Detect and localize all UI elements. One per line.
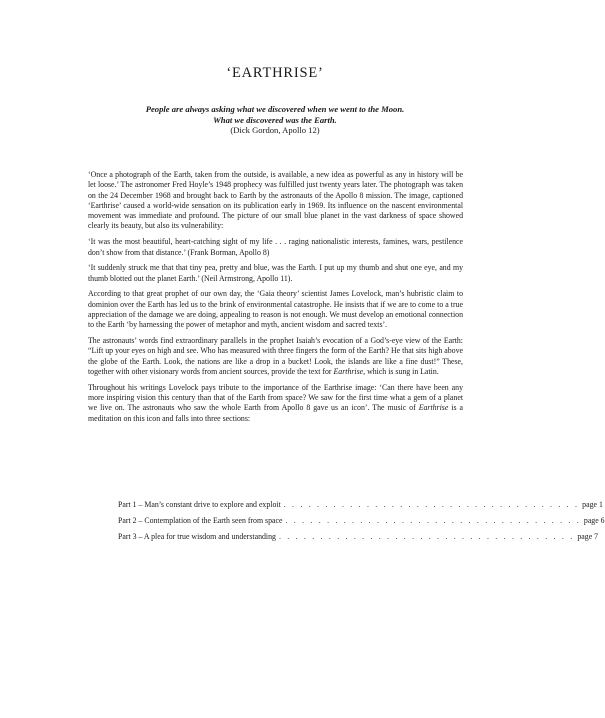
isaiah-text: The astronauts’ words find extraordinary parallels in the prophet Isaiah’s evocation of a God’s-eye view of the Earth: “Lift up your eyes on high and see. Who has measured with three fingers the form of the Earth? He that sits high above the globe of the Earth. Look, the nations are like a drop in a bucket! Look, the islands are like a fine dust!” These, together with other visionary words from ancient sources, provide the text for — [88, 336, 463, 377]
section-label: Part 2 – Contemplation of the Earth seen from space — [118, 516, 283, 525]
section-label: Part 1 – Man’s constant drive to explore and exploit — [118, 500, 281, 509]
paragraph-borman-quote: ‘It was the most beautiful, heart-catching sight of my life . . . raging nationalistic interests, famines, wars, pestilence don’t show from that distance.’ (Frank Borman, Apollo 8) — [88, 237, 463, 257]
paragraph-isaiah — [88, 336, 463, 377]
icon-text-end: is a meditation on this icon and falls into three sections: — [88, 403, 463, 423]
paragraph-hoyle-prophecy: ‘Once a photograph of the Earth, taken from the outside, is available, a new idea as powerful as any in history will be let loose.’ The astronomer Fred Hoyle’s 1948 prophecy was fulfilled just twenty years later. The photograph was taken on the 24 December 1968 and brought back to Earth by the astronauts of the Apollo 8 mission. The image, captioned ‘Earthrise’ caused a world-wide sensation on its publication early in 1969. Its influence on the nascent environmental movement was immediate and profound. The picture of our small blue planet in the vast darkness of space showed clearly its beauty, but also its vulnerability: — [88, 170, 463, 231]
section-page: page 6 — [583, 516, 605, 525]
epigraph-line-1: People are always asking what we discovered when we went to the Moon. — [145, 104, 405, 114]
section-entry-part-2 — [118, 513, 605, 529]
isaiah-text-end: , which is sung in Latin. — [363, 367, 439, 377]
paragraph-lovelock: According to that great prophet of our own day, the ‘Gaia theory’ scientist James Lovelock, man’s hubristic claim to dominion over the Earth has led us to the brink of environmental catastrophe. He insists that if we are to come to a true appreciation of the damage we are doing, appealing to reason is not enough. We must develop an emotional connection to the Earth ‘by harnessing the power of metaphor and myth, ancient wisdom and sacred texts’. — [88, 289, 463, 330]
section-page: page 1 — [582, 500, 603, 509]
section-label: Part 3 – A plea for true wisdom and understanding — [118, 532, 276, 541]
leader-dots: . . . . . . . . . . . . . . . . . . . . . . . . . . . . . . . . . . . . — [285, 516, 581, 525]
section-entry-part-1 — [118, 497, 603, 513]
paragraph-icon — [88, 383, 463, 424]
section-entry-part-3 — [118, 529, 599, 545]
earthrise-title-italic: Earthrise — [418, 403, 449, 413]
page-title: ‘EARTHRISE’ — [226, 65, 324, 81]
body-text — [88, 170, 463, 430]
sections-list — [118, 497, 605, 545]
icon-text: Throughout his writings Lovelock pays tribute to the importance of the Earthrise image: ‘Can there have been any more inspiring vision this century than that of the Earth from space? We saw for the first time what a gem of a planet we live on. The astronauts who saw the whole Earth from Apollo 8 gave us an icon’. The music of — [88, 382, 463, 413]
epigraph — [0, 104, 550, 136]
epigraph-citation: (Dick Gordon, Apollo 12) — [230, 125, 320, 136]
paragraph-armstrong-quote: ‘It suddenly struck me that that tiny pea, pretty and blue, was the Earth. I put up my thumb and shut one eye, and my thumb blotted out the planet Earth.’ (Neil Armstrong, Apollo 11). — [88, 263, 463, 283]
leader-dots: . . . . . . . . . . . . . . . . . . . . . . . . . . . . . . . . . . . . — [278, 532, 575, 541]
leader-dots: . . . . . . . . . . . . . . . . . . . . . . . . . . . . . . . . . . . . — [283, 500, 580, 509]
section-page: page 7 — [577, 532, 599, 541]
epigraph-line-2: What we discovered was the Earth. — [213, 114, 337, 125]
earthrise-title-italic: Earthrise — [333, 367, 364, 377]
